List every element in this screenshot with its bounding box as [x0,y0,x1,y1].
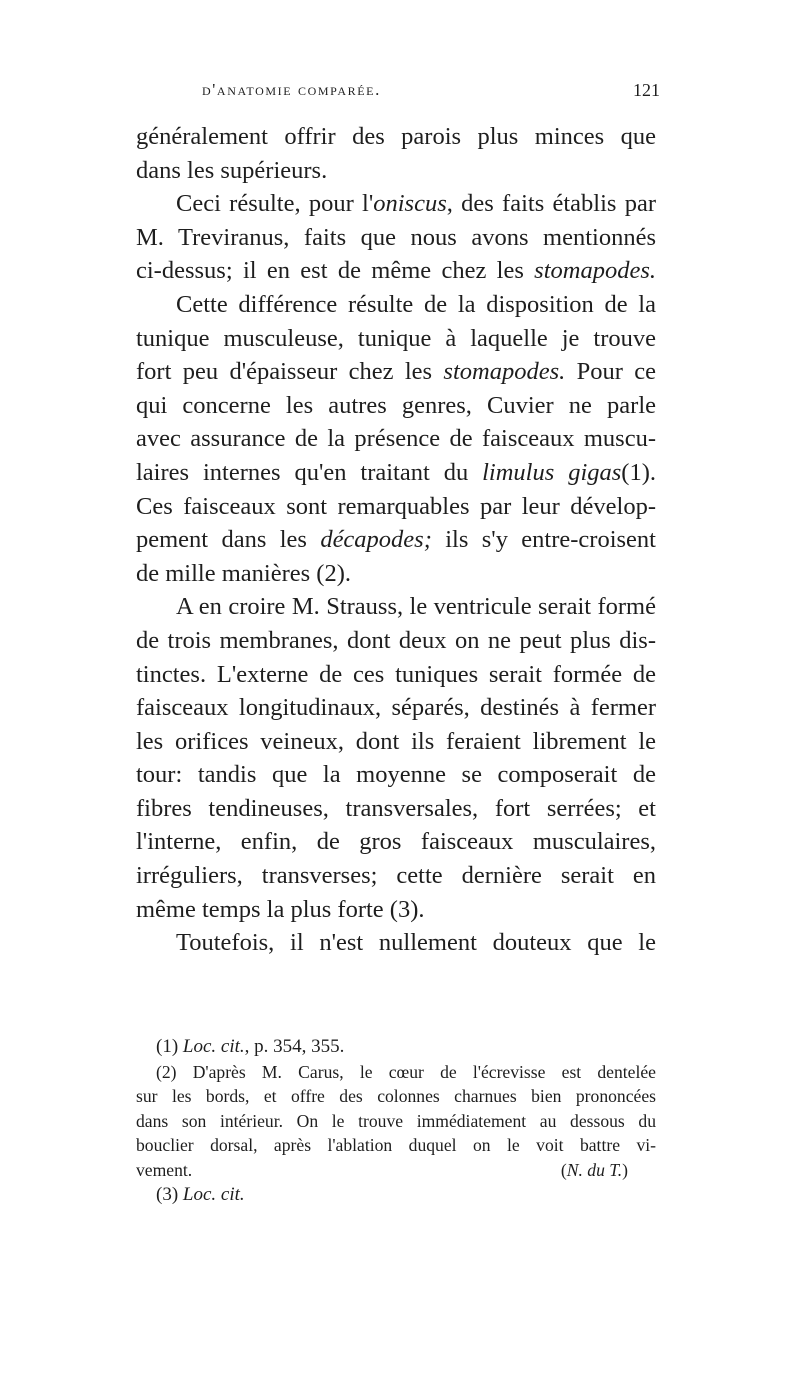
text-line: pement dans les décapodes; ils s'y entre-croisent [136,526,656,554]
running-title: d'anatomie comparée. [202,80,381,99]
text-line: faisceaux longitudinaux, séparés, destinés à fermer [136,694,656,722]
text-line: même temps la plus forte (3). [136,895,425,923]
text-line: dans les supérieurs. [136,156,328,184]
italic-term: Loc. cit. [182,1036,245,1057]
italic-term: stomapodes. [443,358,566,386]
italic-term: stomapodes. [534,257,656,285]
text-line: A en croire M. Strauss, le ventricule serait formé [176,593,656,621]
footnote-2-line: vement. (N. du T.) [136,1158,656,1183]
text-line: Toutefois, il n'est nullement douteux que le [176,929,656,957]
footnote-2-line: dans son intérieur. On le trouve immédiatement au dessous du [136,1110,656,1131]
text-line: Ces faisceaux sont remarquables par leur dévelop- [136,492,656,520]
footnote-2-line: (2) D'après M. Carus, le cœur de l'écrevisse est dentelée [156,1061,656,1082]
text-line: l'interne, enfin, de gros faisceaux musculaires, [136,828,656,856]
italic-term: Loc. cit. [182,1183,245,1205]
text-line: tour: tandis que la moyenne se composerait de [136,761,656,789]
text-line: tunique musculeuse, tunique à laquelle je trouve [136,324,656,352]
page-number: 121 [633,80,660,100]
main-text [136,120,656,960]
footnote-3: (3) Loc. cit. [156,1183,245,1205]
text-line: généralement offrir des parois plus minces que [136,123,656,150]
text-line: de mille manières (2). [136,559,351,587]
text-line: irréguliers, transverses; cette dernière serait en [136,862,656,890]
footnote-1: (1) Loc. cit., p. 354, 355. [156,1036,345,1057]
text-line: tinctes. L'externe de ces tuniques serait formée de [136,660,656,688]
italic-term: décapodes; [320,526,432,554]
text-line: Cette différence résulte de la disposition de la [176,290,656,318]
text-line: ci-dessus; il en est de même chez les stomapodes. [136,257,656,285]
translator-note: (N. du T.) [560,1159,628,1180]
text-line: Ceci résulte, pour l'oniscus, des faits établis par [176,190,656,218]
text-line: M. Treviranus, faits que nous avons mentionnés [136,223,656,251]
italic-term: oniscus [373,190,447,218]
text-line: laires internes qu'en traitant du limulus gigas(1). [136,458,656,486]
footnote-2-line: sur les bords, et offre des colonnes charnues bien prononcées [136,1086,656,1107]
text-line: qui concerne les autres genres, Cuvier ne parle [136,391,656,419]
italic-term: limulus gigas [482,458,622,486]
text-line: avec assurance de la présence de faisceaux muscu- [136,425,656,453]
running-head [140,80,660,106]
footnote-2-line: bouclier dorsal, après l'ablation duquel on le voit battre vi- [136,1135,656,1156]
text-line: fort peu d'épaisseur chez les stomapodes. Pour ce [136,358,656,386]
text-line: les orifices veineux, dont ils feraient librement le [136,727,656,755]
text-line: de trois membranes, dont deux on ne peut plus dis- [136,626,656,654]
footnotes [136,1035,656,1207]
text-line: fibres tendineuses, transversales, fort serrées; et [136,794,656,822]
